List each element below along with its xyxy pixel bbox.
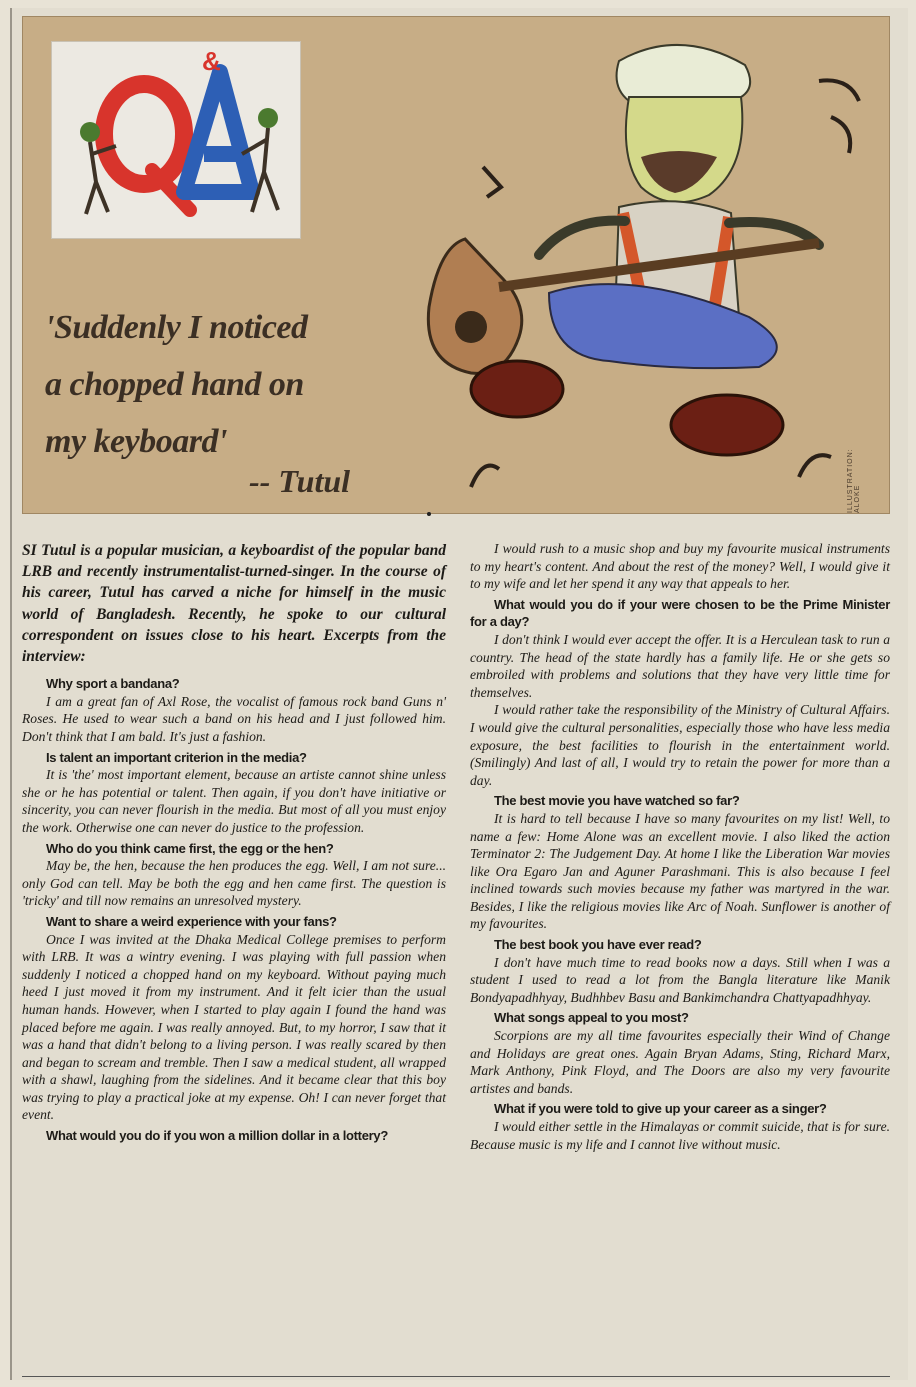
- answer: Scorpions are my all time favourites especially their Wind of Change and Holidays are great ones. Again Bryan Adams, Sting, Richard Marx, Mark Anthony, Pink Floyd, and The Doors are also my very favourite artistes and bands.: [470, 1028, 890, 1096]
- article-left-column: [22, 540, 446, 1145]
- jeans: [549, 284, 777, 368]
- question: The best book you have ever read?: [494, 937, 702, 953]
- letter-q-shape: [104, 84, 184, 184]
- answer: It is hard to tell because I have so many favourites on my list! Well, to name a few: Home Alone was an excellent movie. I also liked the action Terminator 2: The Judgement Day. At home I like the Liberation War movies like Ora Egaro Jan and Aguner Parashmani. This is also because I feel inclined towards such movies because my father was martyred in the war. Besides, I like the religious movies like Arc of Noah. Sunflower is another of my favourites.: [470, 810, 890, 932]
- letter-a-shape: [184, 72, 252, 192]
- headline-line-2: a chopped hand on: [45, 366, 304, 403]
- article-intro: SI Tutul is a popular musician, a keyboardist of the popular band LRB and recently instrumentalist-turned-singer. In the course of his career, Tutul has carved a niche for himself in the music world of Bangladesh. Recently, he spoke to our cultural correspondent on issues close to his heart. Excerpts from the interview:: [22, 542, 446, 666]
- right-boot: [671, 395, 783, 455]
- question: Want to share a weird experience with your fans?: [46, 913, 337, 929]
- ampersand-glyph: &: [202, 46, 221, 76]
- question: What would you do if you won a million dollar in a lottery?: [46, 1128, 388, 1144]
- answer: I would rush to a music shop and buy my favourite musical instruments to my heart's content. And about the rest of the money? Well, I would give it to my wife and let her spend it any way that appeals to her.: [470, 541, 890, 592]
- guitar-soundhole: [455, 311, 487, 343]
- headline: [45, 299, 425, 470]
- bandana: [617, 45, 751, 101]
- left-boot: [471, 361, 563, 417]
- answer: I would rather take the responsibility of the Ministry of Cultural Affairs. I would give the cultural personalities, especially those who have less media exposure, the best facilities to flourish in the entertainment world. (Smilingly) And last of all, I would try to retain the power for more than a day.: [470, 702, 890, 788]
- question: Is talent an important criterion in the media?: [46, 749, 307, 765]
- answer: I would either settle in the Himalayas or commit suicide, that is for sure. Because music is my life and I cannot live without music.: [470, 1119, 890, 1152]
- figure-right-head: [258, 108, 278, 128]
- feature-banner: [22, 16, 890, 514]
- answer: May be, the hen, because the hen produces the egg. Well, I am not sure... only God can tell. May be both the egg and hen came first. The question is 'tricky' and till now remains an unresolved mystery.: [22, 858, 446, 909]
- caricature-illustration: [379, 17, 867, 513]
- bottom-rule: [22, 1376, 890, 1377]
- headline-line-3: my keyboard': [45, 423, 227, 460]
- answer: I am a great fan of Axl Rose, the vocalist of famous rock band Guns n' Roses. He used to wear such a band on his head and I just followed him. Don't think that I am bald. It's just a fashion.: [22, 693, 446, 744]
- answer: It is 'the' most important element, because an artiste cannot shine unless she or he has potential or talent. Then again, if you don't have initiative or sincerity, you can never flourish in the media. But most of all you must enjoy the work. Otherwise one can never do justice to the profession.: [22, 767, 446, 835]
- qa-logo-art: [52, 42, 300, 238]
- separator-dot: [427, 512, 431, 516]
- answer: I don't think I would ever accept the offer. It is a Herculean task to run a country. The head of the state hardly has a family life. He or she gets so embroiled with problems and solutions that they have very little time for themselves.: [470, 631, 890, 700]
- question: What if you were told to give up your career as a singer?: [494, 1101, 827, 1117]
- answer: I don't have much time to read books now a days. Still when I was a student I used to read a lot from the Bangla literature like Manik Bondyapadhhyay, Budhhbev Basu and Bankimchandra Chattyapadhhyay.: [470, 954, 890, 1005]
- question: The best movie you have watched so far?: [494, 793, 740, 809]
- question: What songs appeal to you most?: [494, 1010, 689, 1026]
- question: What would you do if your were chosen to be the Prime Minister for a day?: [470, 596, 890, 630]
- qa-logo: [51, 41, 301, 239]
- answer: Once I was invited at the Dhaka Medical College premises to perform with LRB. It was a wintry evening. I was playing with full passion when suddenly I noticed a chopped hand on my keyboard. Without paying much heed I just moved it from my instrument. And it felt icier than the usual human hands. However, when I started to play again I found the hand was placed before me again. I was really annoyed. But, to my horror, I saw that it was a hand that didn't belong to a living person. I was really scared by then and began to scream and tremble. Then I saw a medical student, all wrapped with a shawl, laughing from the sidelines. And it became clear that this boy was trying to play a practical joke at my expense. Oh! I can never forget that event.: [22, 931, 446, 1123]
- illustration-credit: ILLUSTRATION: ALOKE: [847, 448, 861, 513]
- figure-left-head: [80, 122, 100, 142]
- article-right-column: [470, 540, 890, 1153]
- headline-line-1: 'Suddenly I noticed: [45, 309, 308, 346]
- question: Why sport a bandana?: [46, 676, 180, 692]
- question: Who do you think came first, the egg or the hen?: [46, 840, 334, 856]
- guitar-body: [428, 239, 521, 373]
- byline: -- Tutul: [249, 463, 351, 499]
